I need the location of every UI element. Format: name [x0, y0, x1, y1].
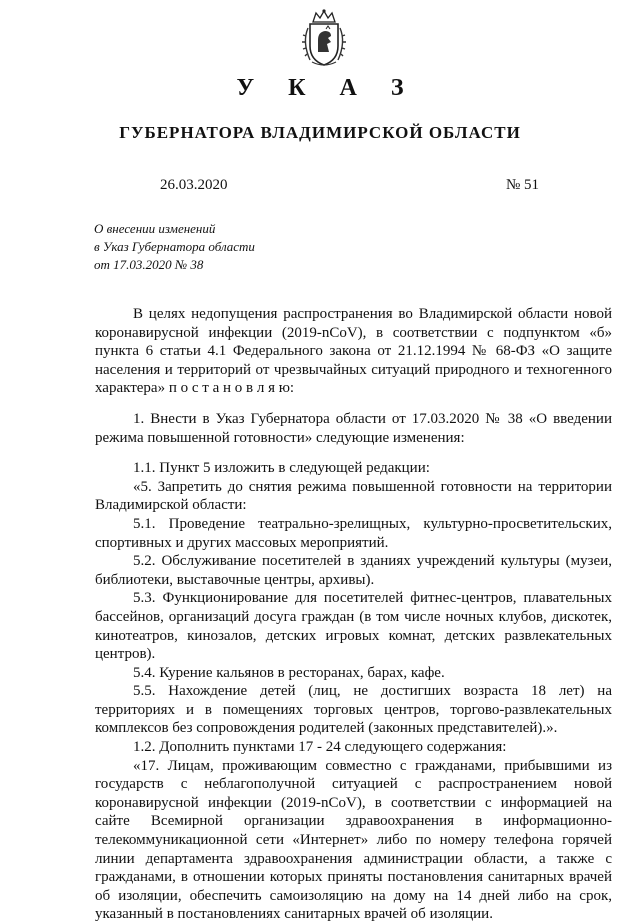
document-number: № 51 [506, 177, 540, 193]
preamble-paragraph: В целях недопущения распространения во Владимирской области новой коронавирусной инфекции (2019-nCoV), в соответствии с подпунктом «б» пункта 6 статьи 4.1 Федерального закона от 21.12.1994 № 68-ФЗ «О защите населения и территорий от чрезвычайных ситуаций природного и техногенного характера» п о с т а н о в л я ю: [95, 306, 612, 397]
item-paragraph: 1.1. Пункт 5 изложить в следующей редакции: [133, 460, 430, 477]
document-date: 26.03.2020 [160, 177, 228, 193]
subject-line: О внесении изменений [94, 221, 216, 236]
item-paragraph: «17. Лицам, проживающим совместно с гражданами, прибывшими из государств с неблагополучной ситуацией с распространением новой коронавирусной инфекции (2019-nCoV), в соответствии с информацией на сайте Всемирной организации здравоохранения в информационно-телекоммуникационной сети «Интернет» либо по номеру телефона горячей линии департамента здравоохранения администрации области, а также с гражданами, в отношении которых приняты постановления санитарных врачей об изоляции, обеспечить самоизоляцию на дому на 14 дней либо на срок, указанный в постановлениях санитарных врачей об изоляции. [95, 757, 612, 923]
item-paragraph: 5.4. Курение кальянов в ресторанах, барах, кафе. [133, 664, 445, 681]
document-title: У К А З [236, 75, 418, 101]
item-paragraph: 5.5. Нахождение детей (лиц, не достигших возраста 18 лет) на территориях и в помещениях торговых центров, торгово-развлекательных комплексов без сопровождения родителей (законных представителей).». [95, 683, 612, 737]
issuer-title: ГУБЕРНАТОРА ВЛАДИМИРСКОЙ ОБЛАСТИ [119, 123, 521, 142]
item-paragraph: 1. Внести в Указ Губернатора области от 17.03.2020 № 38 «О введении режима повышенной готовности» следующие изменения: [95, 410, 612, 446]
item-paragraph: 5.2. Обслуживание посетителей в зданиях учреждений культуры (музеи, библиотеки, выставочные центры, архивы). [95, 553, 612, 588]
subject-line: от 17.03.2020 № 38 [94, 257, 204, 272]
document-subject [94, 220, 255, 274]
item-paragraph: 5.3. Функционирование для посетителей фитнес-центров, плавательных бассейнов, организаций досуга граждан (в том числе ночных клубов, дискотек, кинотеатров, кинозалов, детских игровых комнат, детских развлекательных центров). [95, 590, 612, 663]
document-body [95, 305, 612, 924]
item-paragraph: «5. Запретить до снятия режима повышенной готовности на территории Владимирской области: [95, 478, 612, 514]
item-paragraph: 5.1. Проведение театрально-зрелищных, культурно-просветительских, спортивных и других массовых мероприятий. [95, 515, 612, 551]
item-paragraph: 1.2. Дополнить пунктами 17 - 24 следующего содержания: [133, 739, 507, 756]
subject-line: в Указ Губернатора области [94, 239, 255, 254]
coat-of-arms-emblem [298, 8, 350, 68]
